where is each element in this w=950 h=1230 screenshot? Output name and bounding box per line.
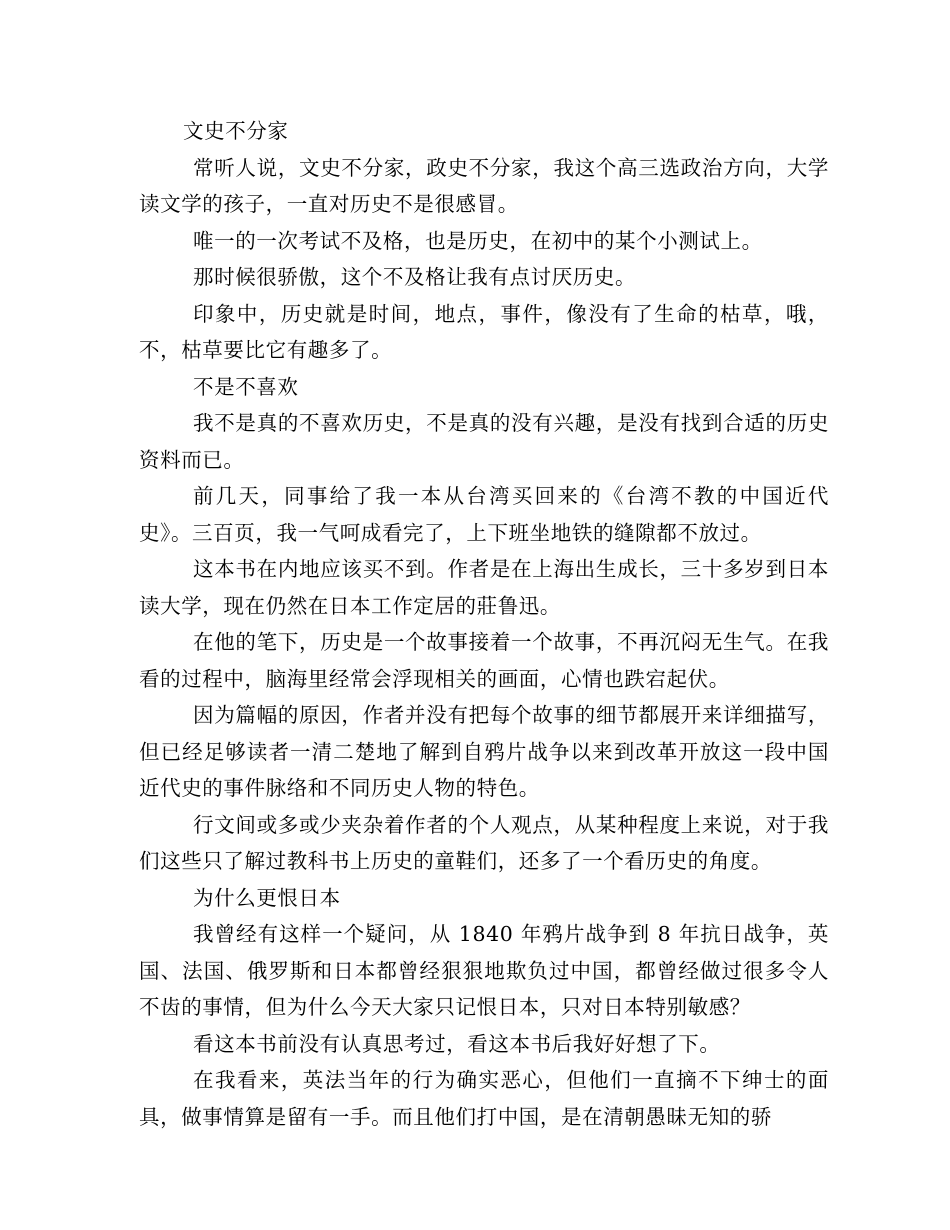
paragraph: 前几天，同事给了我一本从台湾买回来的《台湾不教的中国近代史》。三百页，我一气呵成看完了，上下班坐地铁的缝隙都不放过。 [139, 484, 829, 545]
section-heading: 不是不喜欢 [193, 374, 299, 399]
paragraph: 看这本书前没有认真思考过，看这本书后我好好想了下。 [193, 1031, 721, 1056]
paragraph: 唯一的一次考试不及格，也是历史，在初中的某个小测试上。 [193, 228, 763, 253]
paragraph: 行文间或多或少夹杂着作者的个人观点，从某种程度上来说，对于我们这些只了解过教科书上历史的童鞋们，还多了一个看历史的角度。 [139, 812, 829, 873]
document-body [139, 113, 829, 1135]
paragraph: 我不是真的不喜欢历史，不是真的没有兴趣，是没有找到合适的历史资料而已。 [139, 411, 829, 472]
document-title: 文史不分家 [183, 119, 289, 143]
paragraph: 那时候很骄傲，这个不及格让我有点讨厌历史。 [193, 265, 637, 289]
section-heading: 为什么更恨日本 [193, 885, 341, 910]
paragraph: 在我看来，英法当年的行为确实恶心，但他们一直摘不下绅士的面具，做事情算是留有一手。而且他们打中国，是在清朝愚昧无知的骄 [139, 1068, 829, 1129]
paragraph: 常听人说，文史不分家，政史不分家，我这个高三选政治方向，大学读文学的孩子，一直对历史不是很感冒。 [139, 155, 829, 216]
paragraph: 在他的笔下，历史是一个故事接着一个故事，不再沉闷无生气。在我看的过程中，脑海里经常会浮现相关的画面，心情也跌宕起伏。 [139, 630, 829, 691]
paragraph: 印象中，历史就是时间，地点，事件，像没有了生命的枯草，哦，不，枯草要比它有趣多了。 [139, 301, 829, 362]
paragraph: 这本书在内地应该买不到。作者是在上海出生成长，三十多岁到日本读大学，现在仍然在日本工作定居的莊鲁迅。 [139, 557, 829, 618]
paragraph: 因为篇幅的原因，作者并没有把每个故事的细节都展开来详细描写，但已经足够读者一清二楚地了解到自鸦片战争以来到改革开放这一段中国近代史的事件脉络和不同历史人物的特色。 [139, 703, 829, 800]
paragraph: 我曾经有这样一个疑问，从 1840 年鸦片战争到 8 年抗日战争，英国、法国、俄罗斯和日本都曾经狠狠地欺负过中国，都曾经做过很多令人不齿的事情，但为什么今天大家只记恨日本，只对日本特别敏感？ [139, 922, 829, 1019]
